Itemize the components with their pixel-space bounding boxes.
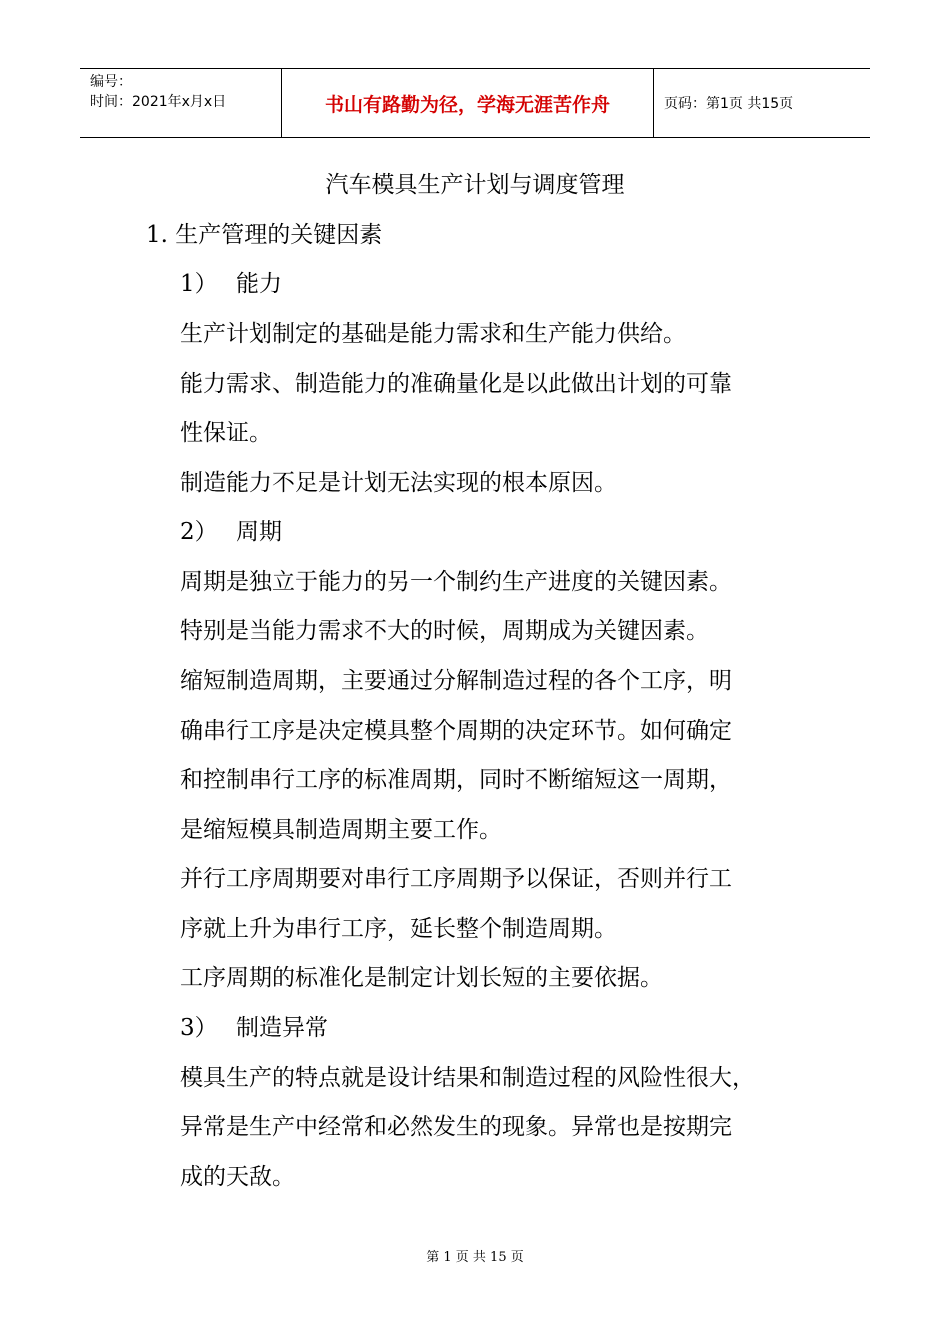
- subsection-number: 1）: [180, 271, 218, 297]
- paragraph-line: 和控制串行工序的标准周期，同时不断缩短这一周期，: [180, 767, 732, 793]
- paragraph-line: 并行工序周期要对串行工序周期予以保证，否则并行工: [180, 866, 732, 892]
- page-footer: 第 1 页 共 15 页: [426, 1250, 524, 1265]
- subsection-title: 能力: [236, 271, 282, 297]
- paragraph-line: 缩短制造周期，主要通过分解制造过程的各个工序，明: [180, 668, 732, 694]
- document-header: [80, 68, 870, 138]
- subsection-title: 制造异常: [236, 1015, 328, 1041]
- paragraph-line: 成的天敌。: [180, 1164, 295, 1190]
- document-title: 汽车模具生产计划与调度管理: [325, 172, 625, 198]
- subsection-heading: [180, 267, 282, 301]
- paragraph-line: 特别是当能力需求不大的时候，周期成为关键因素。: [180, 618, 709, 644]
- paragraph-line: 周期是独立于能力的另一个制约生产进度的关键因素。: [180, 569, 732, 595]
- paragraph-line: 制造能力不足是计划无法实现的根本原因。: [180, 470, 617, 496]
- subsection-heading: [180, 515, 282, 549]
- motto-text: 书山有路勤为径，学海无涯苦作舟: [324, 93, 610, 116]
- subsection-title: 周期: [236, 519, 282, 545]
- header-meta-cell: [80, 69, 282, 137]
- paragraph-line: 工序周期的标准化是制定计划长短的主要依据。: [180, 965, 663, 991]
- number-label: 编号：: [90, 74, 132, 90]
- paragraph-line: 生产计划制定的基础是能力需求和生产能力供给。: [180, 321, 686, 347]
- header-motto-cell: [282, 69, 654, 137]
- subsection-heading: [180, 1011, 328, 1045]
- section-heading: 1. 生产管理的关键因素: [146, 222, 383, 248]
- paragraph-line: 性保证。: [180, 420, 272, 446]
- paragraph-line: 异常是生产中经常和必然发生的现象。异常也是按期完: [180, 1114, 732, 1140]
- paragraph-line: 模具生产的特点就是设计结果和制造过程的风险性很大，: [180, 1065, 755, 1091]
- paragraph-line: 能力需求、制造能力的准确量化是以此做出计划的可靠: [180, 371, 732, 397]
- paragraph-line: 序就上升为串行工序，延长整个制造周期。: [180, 916, 617, 942]
- subsection-number: 3）: [180, 1015, 218, 1041]
- header-page-cell: [654, 69, 870, 137]
- page-info: 页码：第1页 共15页: [664, 96, 794, 112]
- time-label: 时间：2021年x月x日: [90, 94, 227, 110]
- paragraph-line: 是缩短模具制造周期主要工作。: [180, 817, 502, 843]
- subsection-number: 2）: [180, 519, 218, 545]
- paragraph-line: 确串行工序是决定模具整个周期的决定环节。如何确定: [180, 718, 732, 744]
